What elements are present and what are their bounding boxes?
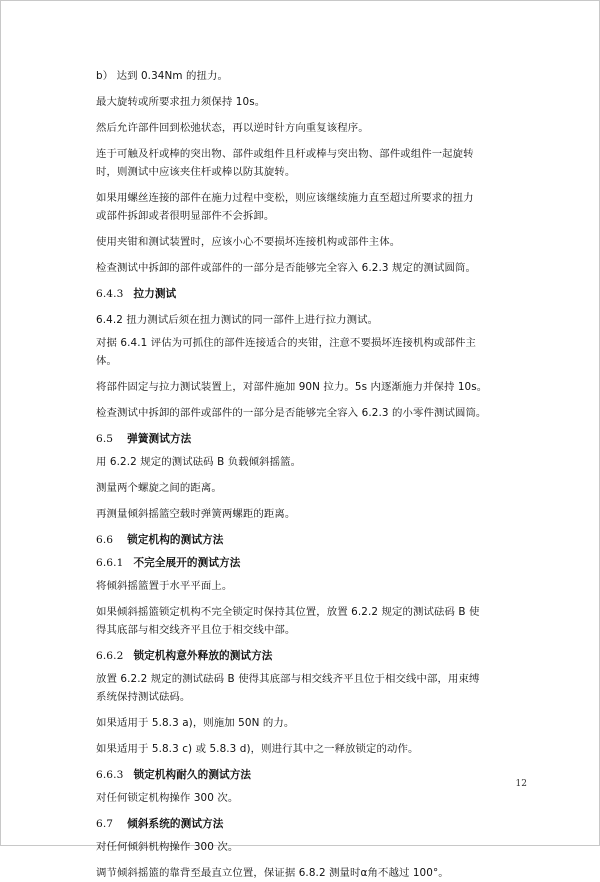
section-number: 6.6 bbox=[96, 534, 114, 546]
text-line: 最大旋转或所要求扭力须保持 10s。 bbox=[96, 96, 266, 108]
text-line: 检查测试中拆卸的部件或部件的一部分是否能够完全容入 6.2.3 规定的测试圆筒。 bbox=[96, 262, 476, 274]
section-number: 6.4.3 bbox=[96, 288, 124, 300]
text-line: b） 达到 0.34Nm 的扭力。 bbox=[96, 70, 228, 82]
section-title: 弹簧测试方法 bbox=[127, 433, 192, 445]
text-line: 如果适用于 5.8.3 a)，则施加 50N 的力。 bbox=[96, 717, 295, 729]
section-heading-6-6-3 bbox=[96, 766, 516, 784]
page-content bbox=[96, 67, 516, 882]
text-line: 用 6.2.2 规定的测试砝码 B 负载倾斜摇篮。 bbox=[96, 456, 302, 468]
section-heading-6-4-3 bbox=[96, 285, 516, 303]
text-line: 6.4.2 扭力测试后须在扭力测试的同一部件上进行拉力测试。 bbox=[96, 314, 379, 326]
text-line: 测量两个螺旋之间的距离。 bbox=[96, 482, 222, 494]
text-line: 系统保持测试砝码。 bbox=[96, 691, 191, 703]
text-line: 将部件固定与拉力测试装置上，对部件施加 90N 拉力。5s 内逐渐施力并保持 10s。 bbox=[96, 381, 488, 393]
text-line: 连于可触及杆或棒的突出物、部件或组件且杆或棒与突出物、部件或组件一起旋转 bbox=[96, 148, 474, 160]
text-line: 如果倾斜摇篮锁定机构不完全锁定时保持其位置，放置 6.2.2 规定的测试砝码 B 使 bbox=[96, 606, 480, 618]
text-line: 检查测试中拆卸的部件或部件的一部分是否能够完全容入 6.2.3 的小零件测试圆筒。 bbox=[96, 407, 487, 419]
text-line: 放置 6.2.2 规定的测试砝码 B 使得其底部与相交线齐平且位于相交线中部，用束缚 bbox=[96, 673, 480, 685]
section-title: 锁定机构耐久的测试方法 bbox=[133, 769, 252, 781]
section-number: 6.6.1 bbox=[96, 557, 124, 569]
text-line: 如果用螺丝连接的部件在施力过程中变松，则应该继续施力直至超过所要求的扭力 bbox=[96, 192, 474, 204]
text-line: 然后允许部件回到松弛状态，再以逆时针方向重复该程序。 bbox=[96, 122, 369, 134]
text-line: 使用夹钳和测试装置时，应该小心不要损坏连接机构或部件主体。 bbox=[96, 236, 401, 248]
text-line: 得其底部与相交线齐平且位于相交线中部。 bbox=[96, 624, 296, 636]
text-line: 时，则测试中应该夹住杆或棒以防其旋转。 bbox=[96, 166, 296, 178]
text-line: 再测量倾斜摇篮空载时弹簧两螺距的距离。 bbox=[96, 508, 296, 520]
section-number: 6.5 bbox=[96, 433, 114, 445]
section-title: 倾斜系统的测试方法 bbox=[127, 818, 224, 830]
text-line: 对据 6.4.1 评估为可抓住的部件连接适合的夹钳，注意不要损坏连接机构或部件主 bbox=[96, 337, 476, 349]
text-line: 或部件拆卸或者很明显部件不会拆卸。 bbox=[96, 210, 275, 222]
section-heading-6-6 bbox=[96, 531, 516, 549]
section-title: 锁定机构的测试方法 bbox=[127, 534, 224, 546]
section-number: 6.6.2 bbox=[96, 650, 124, 662]
text-line: 调节倾斜摇篮的靠背至最直立位置，保证据 6.8.2 测量时α角不越过 100°。 bbox=[96, 867, 449, 879]
text-line: 体。 bbox=[96, 355, 117, 367]
section-heading-6-5 bbox=[96, 430, 516, 448]
section-heading-6-7 bbox=[96, 815, 516, 833]
text-line: 对任何倾斜机构操作 300 次。 bbox=[96, 841, 239, 853]
section-heading-6-6-1 bbox=[96, 554, 516, 572]
section-number: 6.6.3 bbox=[96, 769, 124, 781]
section-number: 6.7 bbox=[96, 818, 114, 830]
section-heading-6-6-2 bbox=[96, 647, 516, 665]
section-title: 锁定机构意外释放的测试方法 bbox=[133, 650, 273, 662]
text-line: 将倾斜摇篮置于水平平面上。 bbox=[96, 580, 233, 592]
section-title: 拉力测试 bbox=[133, 288, 177, 300]
section-title: 不完全展开的测试方法 bbox=[133, 557, 241, 569]
text-line: 如果适用于 5.8.3 c) 或 5.8.3 d)，则进行其中之一释放锁定的动作。 bbox=[96, 743, 419, 755]
text-line: 对任何锁定机构操作 300 次。 bbox=[96, 792, 239, 804]
page-number: 12 bbox=[515, 779, 527, 789]
